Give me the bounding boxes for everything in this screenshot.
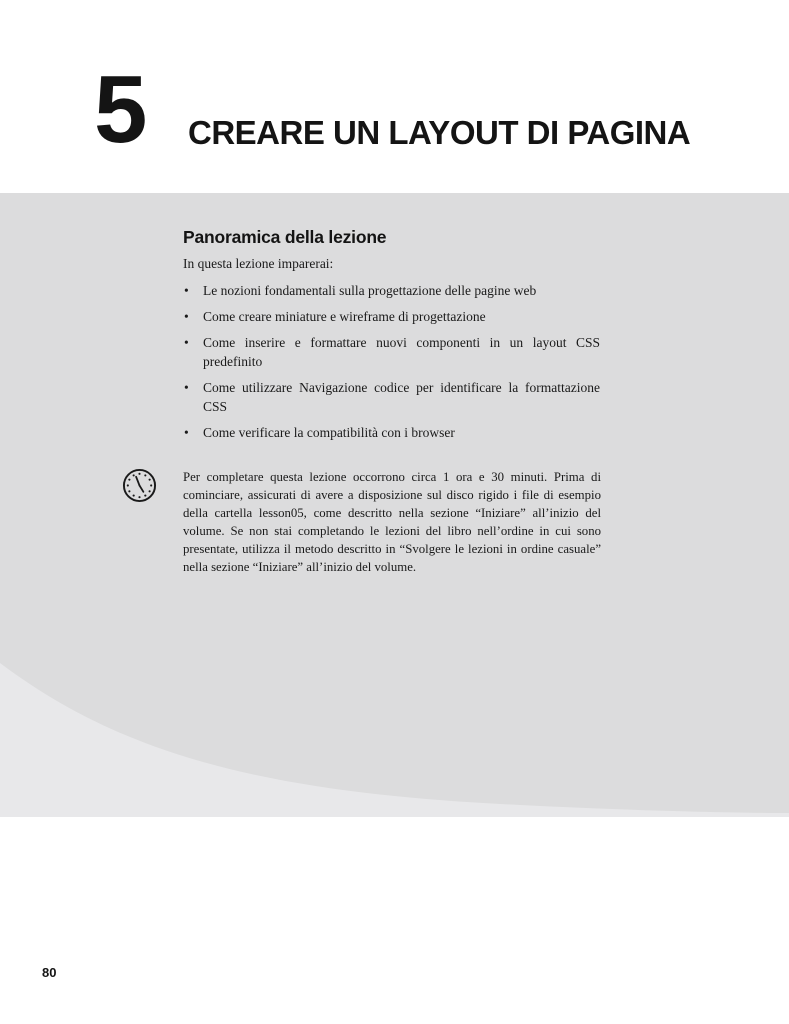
bullet: • bbox=[184, 335, 189, 350]
objective-text: Come creare miniature e wireframe di progettazione bbox=[203, 309, 486, 324]
objective-text: Le nozioni fondamentali sulla progettazione delle pagine web bbox=[203, 283, 537, 298]
overview-heading: Panoramica della lezione bbox=[183, 227, 387, 247]
objective-text: Come utilizzare Navigazione codice per identificare la formattazione CSS bbox=[203, 380, 600, 414]
overview-section bbox=[183, 227, 600, 449]
clock-icon bbox=[122, 468, 157, 503]
objective-item bbox=[183, 307, 600, 326]
objectives-list bbox=[183, 281, 600, 442]
bullet: • bbox=[184, 425, 189, 440]
bullet: • bbox=[184, 380, 189, 395]
chapter-title: CREARE UN LAYOUT DI PAGINA bbox=[188, 114, 691, 151]
bullet: • bbox=[184, 283, 189, 298]
time-note-text: Per completare questa lezione occorrono circa 1 ora e 30 minuti. Prima di cominciare, assicurati di avere a disposizione sul disco rigido i file di esempio della cartella lesson05, come descritto nella sezione “Iniziare” all’inizio del volume. Se non stai completando le lezioni del libro nell’ordine in cui sono presentate, utilizza il metodo descritto in “Svolgere le lezioni in ordine casuale” nella sezione “Iniziare” all’inizio del volume. bbox=[183, 470, 601, 574]
objective-item bbox=[183, 281, 600, 300]
time-note bbox=[183, 468, 601, 576]
objective-item bbox=[183, 378, 600, 416]
chapter-number: 5 bbox=[94, 56, 146, 163]
objective-text: Come inserire e formattare nuovi componenti in un layout CSS predefinito bbox=[203, 335, 600, 369]
objective-item bbox=[183, 423, 600, 442]
page-number: 80 bbox=[42, 965, 57, 980]
bullet: • bbox=[184, 309, 189, 324]
objective-item bbox=[183, 333, 600, 371]
overview-intro: In questa lezione imparerai: bbox=[183, 256, 334, 271]
objective-text: Come verificare la compatibilità con i browser bbox=[203, 425, 455, 440]
